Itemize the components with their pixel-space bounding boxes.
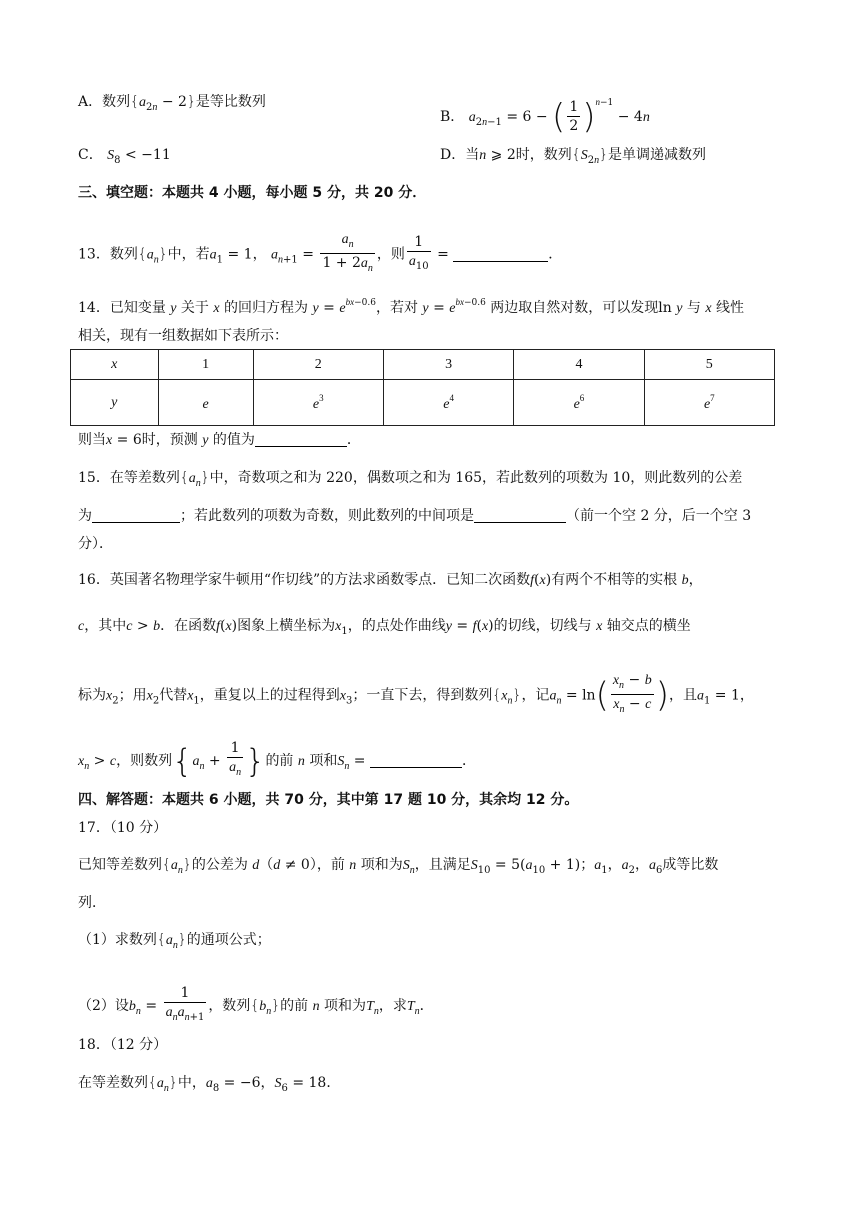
section-4-heading: 四、解答题：本题共 6 小题，共 70 分，其中第 17 题 10 分，其余均 12 分。 <box>78 792 579 808</box>
option-a-label: A．数列 <box>78 94 131 110</box>
q14-text-g: 线性 <box>711 300 745 316</box>
q17-text-e: 项和为 <box>356 857 403 873</box>
q15-text-e: （前一个空 2 分，后一个空 3 <box>566 508 752 524</box>
question-15-line-1: 15．在等差数列$\{a_n\}$中，奇数项之和为 220，偶数项之和为 165，若此数列的项数为 10，则此数列的公差 <box>78 470 743 489</box>
question-15-line-2 <box>78 506 751 526</box>
q17-text-c: （ <box>259 857 274 873</box>
q16-text-h: 轴交点的横坐 <box>602 618 691 634</box>
table-cell: $e^6$ <box>514 380 644 426</box>
q16-text-q: ，则数列 <box>116 753 173 769</box>
option-a: A．数列$\{a_{2n} - 2\}$是等比数列 <box>78 94 266 113</box>
table-row-y <box>71 380 775 426</box>
question-17-part-1: （1）求数列$\{a_n\}$的通项公式； <box>78 932 271 951</box>
table-header-y: y <box>71 380 159 426</box>
q16-text-b: 有两个不相等的实根 <box>551 572 682 588</box>
q15-text-c: 为 <box>78 508 92 524</box>
q16-text-f: ，的点处作曲线 <box>347 618 446 634</box>
data-table <box>70 349 775 426</box>
q17-text-g: ； <box>580 857 595 873</box>
table-cell: e <box>158 380 253 426</box>
q14-after-a: 则当 <box>78 432 106 448</box>
question-13: 13．数列$\{a_n\}$中，若$a_1 = 1$， $a_{n+1}$ = $\frac{a_n}{1 + 2a_n}$ ，则 $\frac{1}{a_{10}}$ = ． <box>78 231 562 278</box>
q17-text: 已知等差数列 <box>78 857 162 873</box>
q13-prefix: 13．数列 <box>78 246 138 263</box>
q14-end: ． <box>346 432 361 448</box>
q16-text-i: 标为 <box>78 687 106 704</box>
option-d-text: 是单调递减数列 <box>608 147 706 163</box>
q13-text: 中，若 <box>167 246 210 263</box>
q17-part2-e: ，求 <box>378 998 407 1014</box>
q16-text-c: ，其中 <box>84 618 127 634</box>
q14-text-b: 关于 <box>176 300 214 316</box>
q16-answer-blank[interactable] <box>370 753 462 768</box>
q17-part2-c: 的前 <box>280 998 313 1014</box>
q16-text: 16．英国著名物理学家牛顿用“作切线”的方法求函数零点．已知二次函数 <box>78 572 531 588</box>
q16-text-r: 的前 <box>265 753 298 769</box>
q14-text-f: 与 <box>682 300 706 316</box>
question-14-line-1: 14．已知变量 y 关于 x 的回归方程为 $y = e^{bx-0.6}$，若对 $y = e^{bx-0.6}$ 两边取自然对数，可以发现ln y 与 x 线性 <box>78 297 745 316</box>
table-cell: 5 <box>644 350 774 380</box>
q17-text-f: ，且满足 <box>414 857 471 873</box>
q17-text-d: ），前 <box>309 857 350 873</box>
option-b: B． $a_{2n-1} = 6$ − ( $\frac{1}{2}$ )$^{n-1}$ − 4n <box>440 97 650 137</box>
question-15-line-3: 分）． <box>78 536 113 552</box>
q14-after-b: 时，预测 <box>141 432 203 448</box>
q15-answer-blank-2[interactable] <box>474 508 566 523</box>
table-header-x: x <box>71 350 159 380</box>
q14-text-d: ，若对 <box>375 300 423 316</box>
q14-after-c: 的值为 <box>208 432 255 448</box>
q16-text-o: ，且 <box>668 687 697 704</box>
q15-answer-blank-1[interactable] <box>92 508 180 523</box>
table-cell: $e^4$ <box>383 380 513 426</box>
q17-text-b: 的公差为 <box>191 857 253 873</box>
q16-text-p: ， <box>739 687 754 704</box>
table-row-x <box>71 350 775 380</box>
question-14-line-2: 相关，现有一组数据如下表所示： <box>78 328 288 344</box>
q16-text-n: ，记 <box>521 687 550 704</box>
q18-text: 在等差数列 <box>78 1075 148 1091</box>
q17-part2-b: ，数列 <box>208 998 251 1014</box>
option-d: D．当n ⩾ 2时，数列$\{S_{2n}\}$是单调递减数列 <box>440 147 706 166</box>
q13-text-2: ，则 <box>376 246 405 263</box>
q16-end: ． <box>461 753 476 769</box>
q16-text-d: ．在函数 <box>160 618 217 634</box>
q17-text-h: 成等比数 <box>662 857 719 873</box>
q18-end: ． <box>326 1075 341 1091</box>
question-16-line-3: 标为$x_2$；用$x_2$代替$x_1$，重复以上的过程得到$x_3$；一直下去，得到数列$\{x_n\}$，记$a_n = \ln$( $\frac{x_n - b}{x_n - c}$ )，且$a_1 = 1$， <box>78 672 754 719</box>
q14-text-c: 的回归方程为 <box>219 300 313 316</box>
q16-text-k: 代替 <box>159 687 188 704</box>
question-17-title: 17．（10 分） <box>78 820 168 836</box>
option-a-text: 是等比数列 <box>195 94 266 110</box>
table-cell: 1 <box>158 350 253 380</box>
q16-text-g: 的切线，切线与 <box>493 618 597 634</box>
option-d-label: D．当 <box>440 147 480 163</box>
q15-text-b: 中，奇数项之和为 220，偶数项之和为 165，若此数列的项数为 10，则此数列的公差 <box>209 470 743 486</box>
q17-part2-end: ． <box>419 998 434 1014</box>
option-c: C． $S_8 < -11$ <box>78 147 171 166</box>
table-cell: 4 <box>514 350 644 380</box>
q16-text-l: ，重复以上的过程得到 <box>199 687 340 704</box>
q16-text-m: ；一直下去，得到数列 <box>352 687 493 704</box>
question-18-line-1: 在等差数列$\{a_n\}$中，$a_8 = -6$，$S_6 = 18$． <box>78 1075 341 1094</box>
q17-part1-text: （1）求数列 <box>78 932 157 948</box>
question-17-line-2: 列． <box>78 895 106 911</box>
table-cell: $e^7$ <box>644 380 774 426</box>
question-16-line-4: $x_n > c$，则数列{$a_n$ + $\frac{1}{a_n}$ }的前 n 项和$S_n$ = ． <box>78 740 476 780</box>
option-c-label: C． <box>78 147 103 163</box>
q13-answer-blank[interactable] <box>453 247 548 262</box>
q17-part2-text: （2）设 <box>78 998 129 1014</box>
table-cell: $e^3$ <box>253 380 383 426</box>
q14-text-e: 两边取自然对数，可以发现 <box>485 300 659 316</box>
question-18-title: 18．（12 分） <box>78 1037 168 1053</box>
q15-text: 15．在等差数列 <box>78 470 180 486</box>
question-17-line-1: 已知等差数列$\{a_n\}$的公差为 d（d ≠ 0），前 n 项和为$S_n$，且满足$S_{10} = 5(a_{10} + 1)$；$a_1$，$a_2$，$a_6$成等比数 <box>78 857 719 876</box>
question-16-line-1: 16．英国著名物理学家牛顿用“作切线”的方法求函数零点．已知二次函数f(x)有两个不相等的实根 b， <box>78 572 703 588</box>
question-17-part-2: （2）设$b_n$ = $\frac{1}{a_na_{n+1}}$ ，数列$\{b_n\}$的前 n 项和为$T_n$，求$T_n$． <box>78 985 434 1027</box>
q14-answer-blank[interactable] <box>255 432 347 447</box>
q16-text-e: 图象上横坐标为 <box>237 618 336 634</box>
question-14-line-3: 则当x = 6时，预测 y 的值为 ． <box>78 432 361 448</box>
q14-text: 14．已知变量 <box>78 300 171 316</box>
q16-text-j: ；用 <box>118 687 147 704</box>
table-cell: 2 <box>253 350 383 380</box>
option-b-label: B． <box>440 109 465 125</box>
option-d-mid: 时，数列 <box>515 147 572 163</box>
q13-end: ． <box>548 246 563 263</box>
section-3-heading: 三、填空题：本题共 4 小题，每小题 5 分，共 20 分． <box>78 185 427 201</box>
q15-text-d: ；若此数列的项数为奇数，则此数列的中间项是 <box>180 508 474 524</box>
q16-text-s: 项和 <box>304 753 338 769</box>
q17-part1-tail: 的通项公式； <box>186 932 271 948</box>
question-16-line-2: c，其中c > b．在函数f(x)图象上横坐标为$x_1$，的点处作曲线y = f(x)的切线，切线与 x 轴交点的横坐 <box>78 618 691 637</box>
q18-text-b: 中， <box>177 1075 206 1091</box>
q17-part2-d: 项和为 <box>319 998 367 1014</box>
table-cell: 3 <box>383 350 513 380</box>
